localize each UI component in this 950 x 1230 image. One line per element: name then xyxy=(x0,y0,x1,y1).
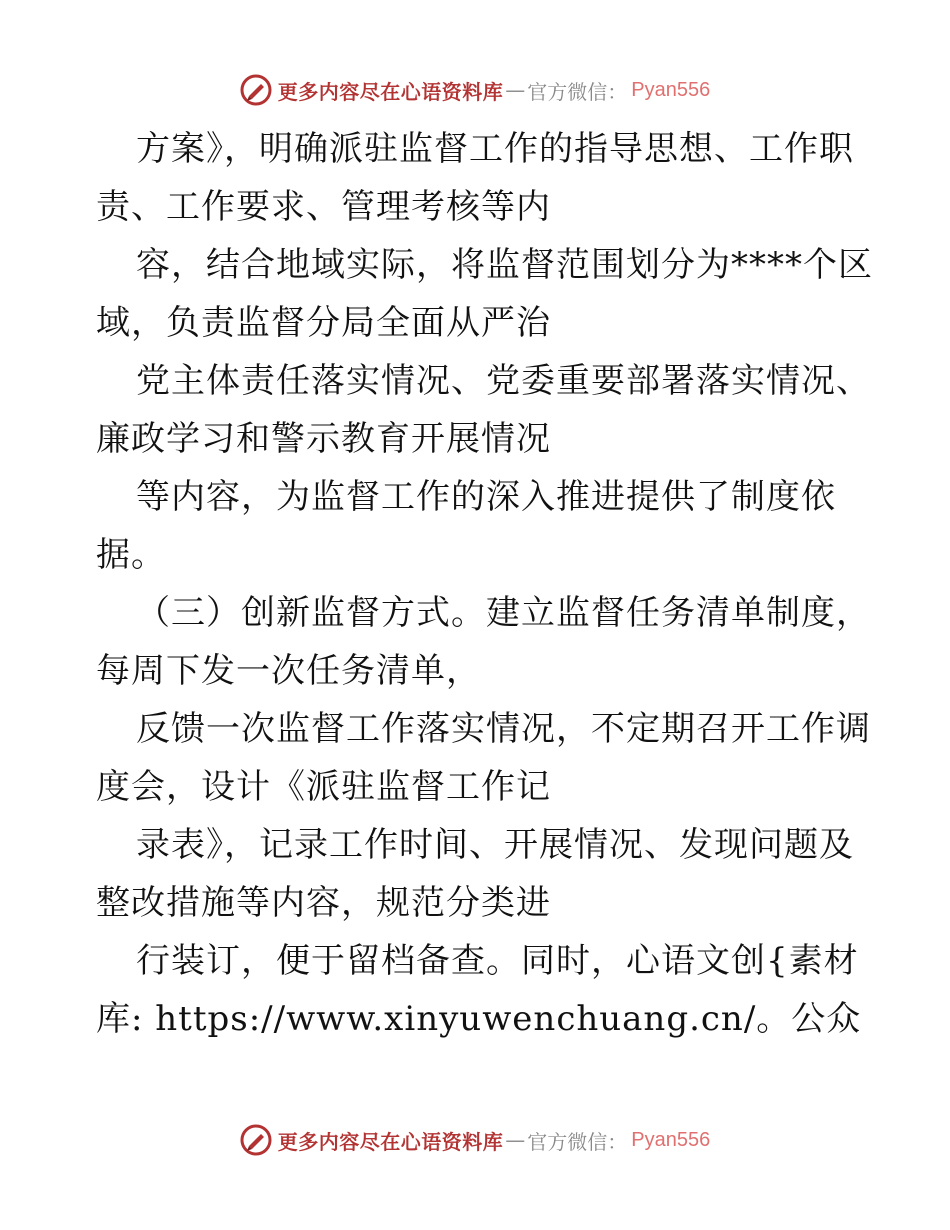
body-line: 据。 xyxy=(96,535,166,575)
watermark-text: 更多内容尽在心语资料库 xyxy=(277,79,504,104)
body-line: 度会，设计《派驻监督工作记 xyxy=(96,767,551,807)
body-line: 域，负责监督分局全面从严治 xyxy=(96,303,551,343)
body-line: 廉政学习和警示教育开展情况 xyxy=(96,419,551,459)
body-line: 行装订，便于留档备查。同时，心语文创{素材 xyxy=(136,941,859,981)
body-line: 整改措施等内容，规范分类进 xyxy=(96,883,551,923)
body-line: 等内容，为监督工作的深入推进提供了制度依 xyxy=(136,477,836,517)
watermark-wechat-label: 官方微信： xyxy=(527,79,628,104)
body-line: 反馈一次监督工作落实情况，不定期召开工作调 xyxy=(136,709,871,749)
watermark-wechat-label: 官方微信： xyxy=(527,1129,628,1154)
body-line: 录表》，记录工作时间、开展情况、发现问题及 xyxy=(136,825,854,865)
body-line: 责、工作要求、管理考核等内 xyxy=(96,187,551,227)
watermark-dash: — xyxy=(505,1128,526,1152)
watermark-text: 更多内容尽在心语资料库 xyxy=(277,1129,504,1154)
pen-seal-icon xyxy=(240,1124,272,1156)
body-line: 方案》，明确派驻监督工作的指导思想、工作职 xyxy=(136,129,854,169)
watermark-wechat-id: Pyan556 xyxy=(631,78,711,101)
footer-watermark xyxy=(0,1120,950,1160)
body-line: 容，结合地域实际，将监督范围划分为****个区 xyxy=(136,245,873,285)
body-line: 党主体责任落实情况、党委重要部署落实情况、 xyxy=(136,361,871,401)
watermark-dash: — xyxy=(505,78,526,102)
header-watermark xyxy=(0,70,950,110)
body-line: （三）创新监督方式。建立监督任务清单制度， xyxy=(136,593,871,633)
body-line: 库: https://www.xinyuwenchuang.cn/。公众 xyxy=(96,999,862,1039)
body-line: 每周下发一次任务清单， xyxy=(96,651,481,691)
watermark-wechat-id: Pyan556 xyxy=(631,1128,711,1151)
pen-seal-icon xyxy=(240,74,272,106)
